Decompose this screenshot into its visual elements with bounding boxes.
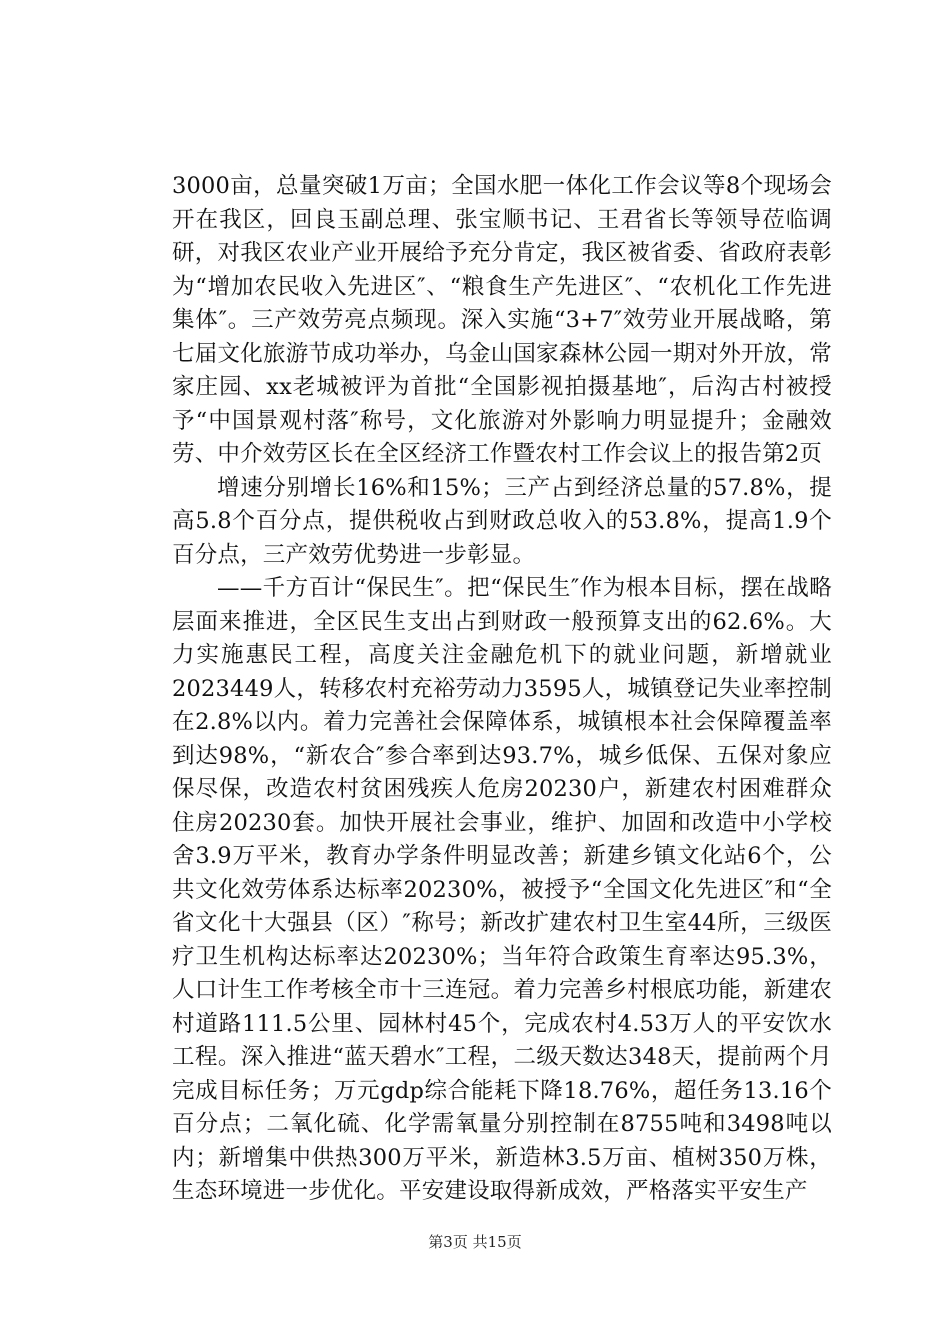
paragraph-3: ——千方百计“保民生″。把“保民生″作为根本目标，摆在战略层面来推进，全区民生支出占到财政一般预算支出的62.6%。大力实施惠民工程，高度关注金融危机下的就业问题，新增就业2023449人，转移农村充裕劳动力3595人，城镇登记失业率控制在2.8%以内。着力完善社会保障体系，城镇根本社会保障覆盖率到达98%，“新农合″参合率到达93.7%，城乡低保、五保对象应保尽保，改造农村贫困残疾人危房20230户，新建农村困难群众住房20230套。加快开展社会事业，维护、加固和改造中小学校舍3.9万平米，教育办学条件明显改善；新建乡镇文化站6个，公共文化效劳体系达标率20230%，被授予“全国文化先进区″和“全省文化十大强县（区）″称号；新改扩建农村卫生室44所，三级医疗卫生机构达标率达20230%；当年符合政策生育率达95.3%，人口计生工作考核全市十三连冠。着力完善乡村根底功能，新建农村道路111.5公里、园林村45个，完成农村4.53万人的平安饮水工程。深入推进“蓝天碧水″工程，二级天数达348天，提前两个月完成目标任务；万元gdp综合能耗下降18.76%，超任务13.16个百分点；二氧化硫、化学需氧量分别控制在8755吨和3498吨以内；新增集中供热300万平米，新造林3.5万亩、植树350万株，生态环境进一步优化。平安建设取得新成效，严格落实平安生产	[172, 575, 832, 1204]
page-number-footer: 第3页 共15页	[428, 1233, 522, 1251]
document-body	[172, 170, 832, 1209]
paragraph-2: 增速分别增长16%和15%；三产占到经济总量的57.8%，提高5.8个百分点，提供税收占到财政总收入的53.8%，提高1.9个百分点，三产效劳优势进一步彰显。	[172, 474, 832, 568]
paragraph-1: 3000亩，总量突破1万亩；全国水肥一体化工作会议等8个现场会开在我区，回良玉副总理、张宝顺书记、王君省长等领导莅临调研，对我区农业产业开展给予充分肯定，我区被省委、省政府表彰为“增加农民收入先进区″、“粮食生产先进区″、“农机化工作先进集体″。三产效劳亮点频现。深入实施“3+7″效劳业开展战略，第七届文化旅游节成功举办，乌金山国家森林公园一期对外开放，常家庄园、xx老城被评为首批“全国影视拍摄基地″，后沟古村被授予“中国景观村落″称号，文化旅游对外影响力明显提升；金融效劳、中介效劳区长在全区经济工作暨农村工作会议上的报告第2页	[172, 173, 832, 467]
